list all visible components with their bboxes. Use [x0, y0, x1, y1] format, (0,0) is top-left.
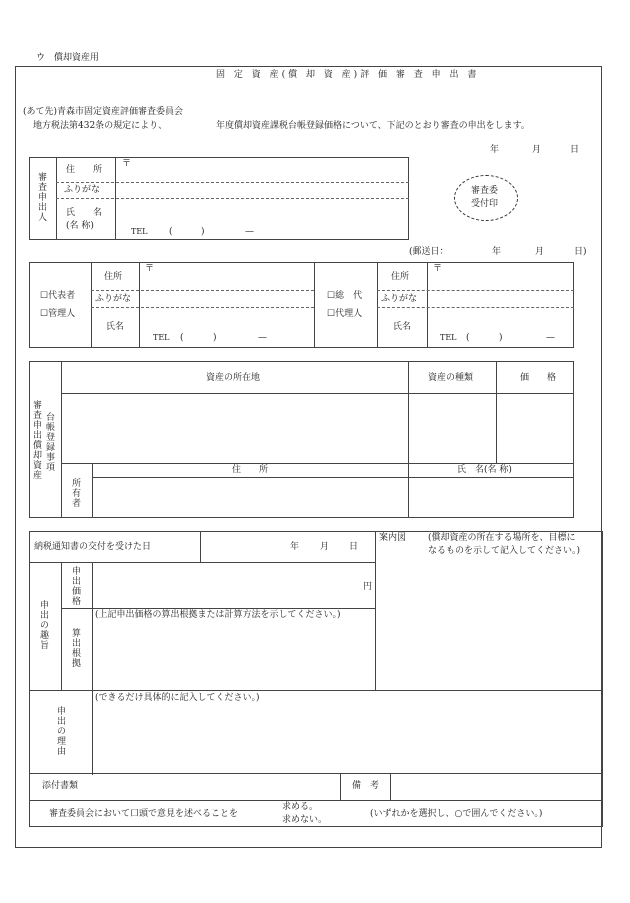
map-note-line2: なるものを示して記入してください。): [428, 546, 581, 556]
option-agent[interactable]: ☐代理人: [327, 309, 363, 319]
mailing-year: 年: [492, 247, 502, 257]
owner-name-header: 氏 名(名 称): [457, 465, 512, 475]
reason-note: (できるだけ具体的に記入してください。): [95, 693, 260, 703]
owner-name-field[interactable]: [411, 480, 571, 515]
purpose-section-label: 申出の趣旨: [38, 600, 48, 650]
rep-address-field[interactable]: [155, 265, 305, 287]
asset-price-header: 価 格: [520, 373, 557, 383]
notice-date-field[interactable]: [205, 535, 285, 557]
rep-furigana-field[interactable]: [142, 293, 310, 305]
mailing-month: 月: [535, 247, 545, 257]
attachments-field[interactable]: [96, 776, 336, 797]
applicant-tel-label: TEL: [131, 227, 148, 236]
date-year-label: 年: [490, 145, 500, 155]
owner-label: 所有者: [70, 478, 80, 508]
map-note-line1: (償却資産の所在する場所を、目標に: [428, 533, 576, 543]
stamp-line2: 受付印: [471, 199, 499, 209]
notice-month: 月: [320, 542, 330, 552]
oral-statement-text: 審査委員会において口頭で意見を述べることを: [49, 809, 239, 819]
mailing-day: 日): [574, 247, 587, 257]
form-title: 固 定 資 産(償 却 資 産)評 価 審 査 申 出 書: [216, 70, 480, 80]
agent-furigana-label: ふりがな: [381, 294, 418, 304]
attachments-label: 添付書類: [42, 781, 79, 791]
applicant-tel-field[interactable]: [150, 226, 290, 238]
rep-tel-close: ): [213, 333, 217, 343]
agent-address-field[interactable]: [443, 265, 568, 287]
asset-price-field[interactable]: [499, 396, 571, 460]
section-label: ウ 償却資産用: [36, 53, 100, 63]
purpose-price-field[interactable]: [96, 565, 358, 605]
asset-outer-label: 審査申出償却資産: [31, 400, 41, 480]
rep-name-field[interactable]: [142, 309, 310, 329]
option-administrator[interactable]: ☐管理人: [40, 309, 76, 319]
applicant-name-label: 氏 名: [66, 208, 103, 218]
remarks-field[interactable]: [394, 776, 598, 797]
owner-address-field[interactable]: [95, 480, 405, 515]
map-label: 案内図: [379, 533, 407, 543]
notice-day: 日: [349, 542, 359, 552]
asset-type-field[interactable]: [411, 396, 493, 460]
applicant-tel-open: (: [169, 227, 173, 237]
rep-tel-dash: —: [258, 333, 267, 343]
applicant-section-label: 審査申出人: [36, 172, 46, 222]
rep-postal-mark: 〒: [145, 264, 155, 274]
owner-address-header: 住 所: [232, 465, 269, 475]
reception-stamp-icon: [454, 175, 518, 221]
rep-address-label: 住所: [104, 272, 123, 282]
agent-tel-close: ): [499, 333, 503, 343]
notice-year: 年: [290, 542, 300, 552]
applicant-tel-close: ): [201, 227, 205, 237]
fiscal-year-statement: 年度償却資産課税台帳登録価格について、下記のとおり審査の申出をします。: [216, 121, 530, 131]
stamp-line1: 審査委: [471, 186, 499, 196]
applicant-address-label: 住 所: [66, 165, 103, 175]
applicant-postal-mark: 〒: [122, 159, 132, 169]
asset-inner-label: 台帳登録事項: [44, 412, 54, 472]
purpose-basis-field[interactable]: [96, 624, 371, 686]
rep-tel-label: TEL: [153, 333, 170, 342]
oral-instruction: (いずれかを選択し、○で囲んでください。): [370, 809, 543, 819]
applicant-name-field[interactable]: [118, 200, 403, 222]
applicant-address-field[interactable]: [130, 160, 400, 178]
agent-address-label: 住所: [391, 272, 410, 282]
purpose-basis-note: (上記申出価格の算出根拠または計算方法を示してください。): [95, 610, 341, 620]
map-drawing-area[interactable]: [380, 562, 598, 686]
applicant-tel-dash: —: [245, 227, 254, 237]
legal-basis: 地方税法第432条の規定により、: [33, 121, 168, 131]
remarks-label: 備 考: [352, 781, 380, 791]
applicant-name-sub-label: (名 称): [66, 221, 94, 231]
rep-tel-open: (: [180, 333, 184, 343]
option-representative[interactable]: ☐代表者: [40, 291, 76, 301]
asset-type-header: 資産の種類: [428, 373, 474, 383]
reason-label: 申出の理由: [55, 706, 65, 756]
oral-choice-decline[interactable]: 求めない。: [282, 815, 328, 825]
purpose-yen: 円: [363, 582, 373, 592]
agent-name-field[interactable]: [430, 309, 570, 329]
agent-tel-label: TEL: [440, 333, 457, 342]
date-day-label: 日: [570, 145, 580, 155]
asset-location-field[interactable]: [64, 396, 404, 460]
rep-furigana-label: ふりがな: [95, 294, 132, 304]
date-month-label: 月: [532, 145, 542, 155]
purpose-basis-label: 算出根拠: [70, 628, 80, 668]
mailing-date-label: (郵送日：: [409, 247, 449, 257]
applicant-furigana-label: ふりがな: [64, 185, 101, 195]
applicant-furigana-field[interactable]: [118, 184, 403, 196]
oral-choice-request[interactable]: 求める。: [282, 802, 319, 812]
notice-received-label: 納税通知書の交付を受けた日: [34, 542, 152, 552]
agent-furigana-field[interactable]: [430, 293, 570, 305]
agent-postal-mark: 〒: [433, 264, 443, 274]
reason-field[interactable]: [96, 707, 598, 770]
rep-name-label: 氏名: [106, 322, 125, 332]
agent-tel-dash: —: [546, 333, 555, 343]
purpose-price-label: 申出価格: [70, 566, 80, 606]
asset-location-header: 資産の所在地: [206, 373, 261, 383]
option-general-representative[interactable]: ☐総 代: [327, 291, 363, 301]
agent-name-label: 氏名: [393, 322, 412, 332]
addressee: (あて先)青森市固定資産評価審査委員会: [23, 107, 184, 117]
agent-tel-open: (: [466, 333, 470, 343]
